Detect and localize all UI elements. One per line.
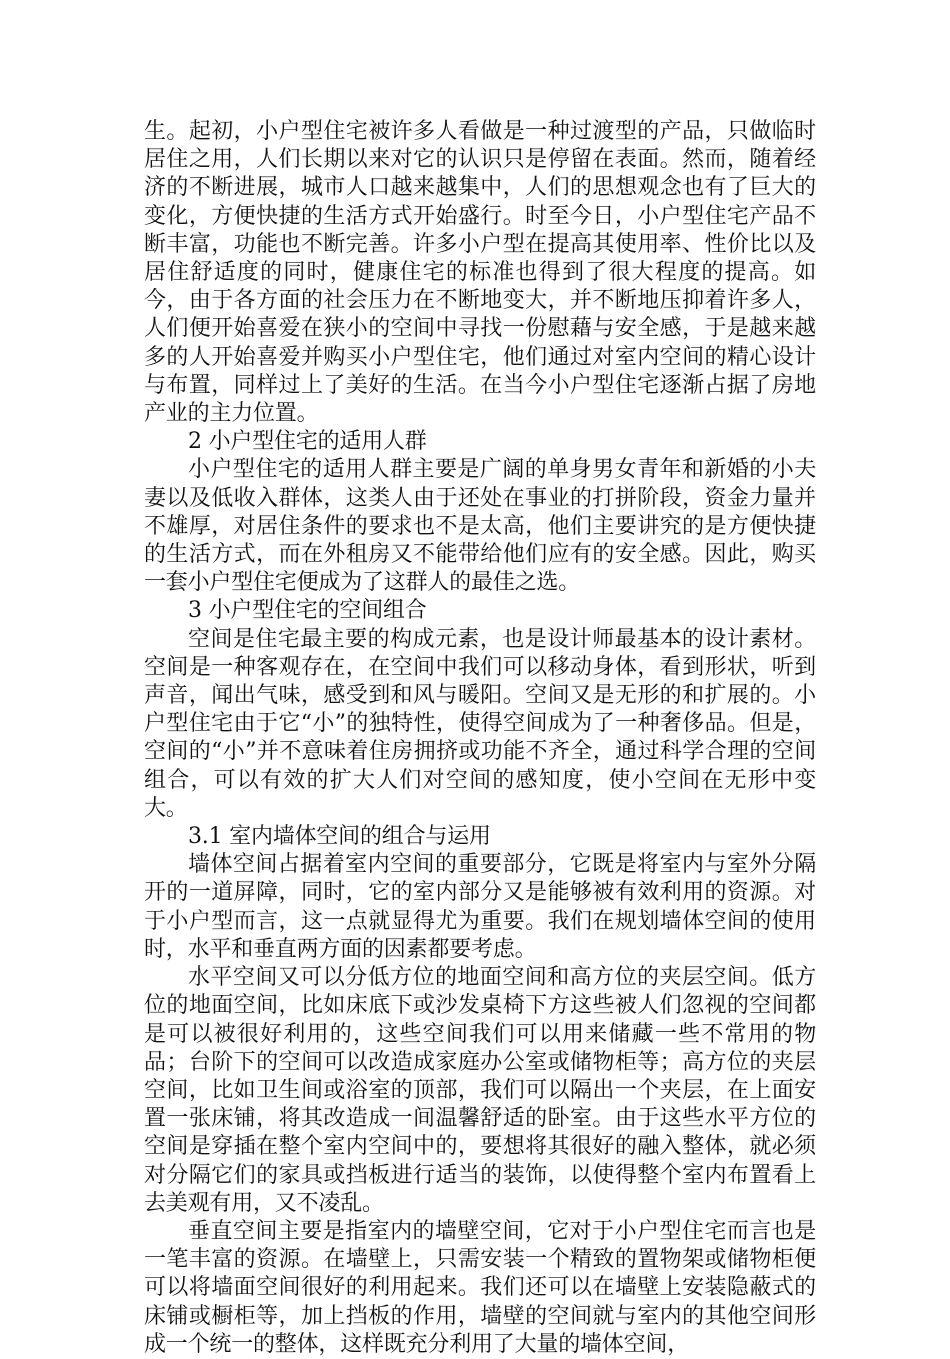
paragraph-horizontal-space: 水平空间又可以分低方位的地面空间和高方位的夹层空间。低方位的地面空间，比如床底下或沙发桌椅下方这些被人们忽视的空间都是可以被很好利用的，这些空间我们可以用来储藏一些不常用的物品；台阶下的空间可以改造成家庭办公室或储物柜等；高方位的夹层空间，比如卫生间或浴室的顶部，我们可以隔出一个夹层，在上面安置一张床铺，将其改造成一间温馨舒适的卧室。由于这些水平方位的空间是穿插在整个室内空间中的，要想将其很好的融入整体，就必须对分隔它们的家具或挡板进行适当的装饰，以使得整个室内布置看上去美观有用，又不凌乱。 <box>144 965 816 1216</box>
paragraph-wall-space: 墙体空间占据着室内空间的重要部分，它既是将室内与室外分隔开的一道屏障，同时，它的室内部分又是能够被有效利用的资源。对于小户型而言，这一点就显得尤为重要。我们在规划墙体空间的使用时，水平和垂直两方面的因素都要考虑。 <box>144 852 816 962</box>
section-heading-2: 2 小户型住宅的适用人群 <box>188 429 427 455</box>
section-heading-3: 3 小户型住宅的空间组合 <box>188 598 427 624</box>
paragraph-target-groups: 小户型住宅的适用人群主要是广阔的单身男女青年和新婚的小夫妻以及低收入群体，这类人由于还处在事业的打拼阶段，资金力量并不雄厚，对居住条件的要求也不是太高，他们主要讲究的是方便快捷的生活方式，而在外租房又不能带给他们应有的安全感。因此，购买一套小户型住宅便成为了这群人的最佳之选。 <box>144 457 816 596</box>
section-heading-3-1: 3.1 室内墙体空间的组合与运用 <box>188 824 491 850</box>
document-page <box>144 118 816 1359</box>
paragraph-vertical-space: 垂直空间主要是指室内的墙壁空间，它对于小户型住宅而言也是一笔丰富的资源。在墙壁上，只需安装一个精致的置物架或储物柜便可以将墙面空间很好的利用起来。我们还可以在墙壁上安装隐蔽式的床铺或橱柜等，加上挡板的作用，墙壁的空间就与室内的其他空间形成一个统一的整体，这样既充分利用了大量的墙体空间， <box>144 1218 816 1357</box>
paragraph-intro-continuation: 生。起初，小户型住宅被许多人看做是一种过渡型的产品，只做临时居住之用，人们长期以来对它的认识只是停留在表面。然而，随着经济的不断进展，城市人口越来越集中，人们的思想观念也有了巨大的变化，方便快捷的生活方式开始盛行。时至今日，小户型住宅产品不断丰富，功能也不断完善。许多小户型在提高其使用率、性价比以及居住舒适度的同时，健康住宅的标准也得到了很大程度的提高。如今，由于各方面的社会压力在不断地变大，并不断地压抑着许多人，人们便开始喜爱在狭小的空间中寻找一份慰藉与安全感，于是越来越多的人开始喜爱并购买小户型住宅，他们通过对室内空间的精心设计与布置，同样过上了美好的生活。在当今小户型住宅逐渐占据了房地产业的主力位置。 <box>144 119 816 427</box>
paragraph-space-combination: 空间是住宅最主要的构成元素，也是设计师最基本的设计素材。空间是一种客观存在，在空间中我们可以移动身体，看到形状，听到声音，闻出气味，感受到和风与暖阳。空间又是无形的和扩展的。小户型住宅由于它“小”的独特性，使得空间成为了一种奢侈品。但是，空间的“小”并不意味着住房拥挤或功能不齐全，通过科学合理的空间组合，可以有效的扩大人们对空间的感知度，使小空间在无形中变大。 <box>144 626 816 821</box>
